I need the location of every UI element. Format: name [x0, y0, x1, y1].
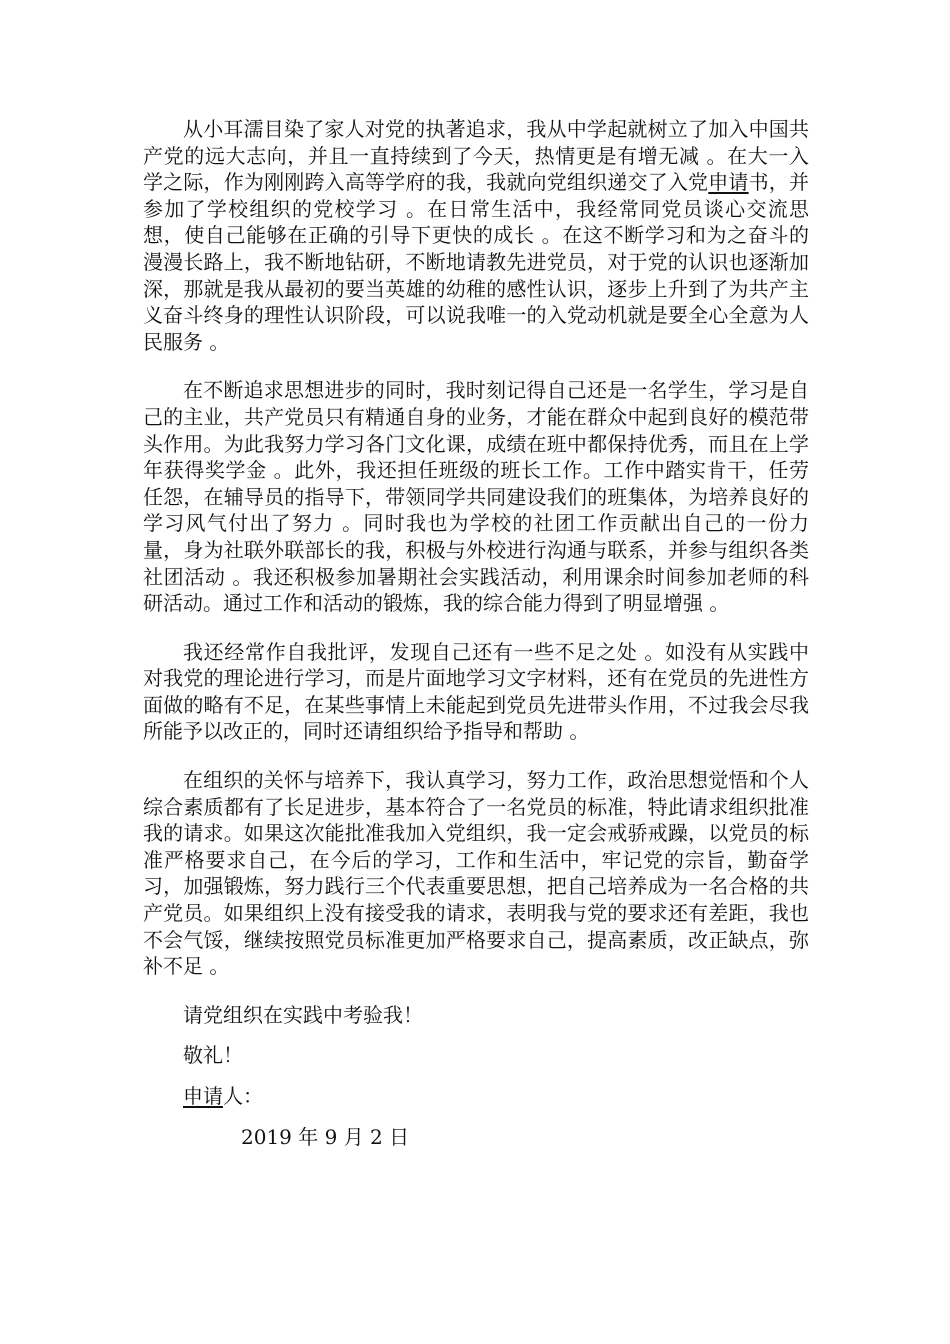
applicant-line — [143, 1083, 809, 1110]
paragraph-4: 在组织的关怀与培养下，我认真学习，努力工作，政治思想觉悟和个人综合素质都有了长足进步，基本符合了一名党员的标准，特此请求组织批准我的请求。如果这次能批准我加入党组织，我一定会戒骄戒躁，以党员的标准严格要求自己，在今后的学习，工作和生活中，牢记党的宗旨，勤奋学习，加强锻炼，努力践行三个代表重要思想，把自己培养成为一名合格的共产党员。如果组织上没有接受我的请求，表明我与党的要求还有差距，我也不会气馁，继续按照党员标准更加严格要求自己，提高素质，改正缺点，弥补不足 。 — [143, 768, 809, 979]
letter-body — [143, 116, 809, 1150]
underlined-word-application: 申请 — [708, 170, 749, 195]
closing-request: 请党组织在实践中考验我！ — [183, 1002, 423, 1027]
applicant-label-suffix: 人： — [223, 1084, 263, 1108]
paragraph-1-text-a: 从小耳濡目染了家人对党的执著追求，我从中学起就树立了加入中国共产党的远大志向，并且一直持续到了今天，热情更是有增无减 。在大一入学之际，作为刚刚跨入高等学府的我，我就向党组织递交了入党 — [143, 117, 809, 195]
closing-salute: 敬礼！ — [183, 1043, 243, 1068]
date-line: 2019 年 9 月 2 日 — [241, 1124, 410, 1149]
paragraph-2: 在不断追求思想进步的同时，我时刻记得自己还是一名学生，学习是自己的主业，共产党员只有精通自身的业务，才能在群众中起到良好的模范带头作用。为此我努力学习各门文化课，成绩在班中都保持优秀，而且在上学年获得奖学金 。此外，我还担任班级的班长工作。工作中踏实肯干，任劳任怨，在辅导员的指导下，带领同学共同建设我们的班集体，为培养良好的学习风气付出了努力 。同时我也为学校的社团工作贡献出自己的一份力量，身为社联外联部长的我，积极与外校进行沟通与联系，并参与组织各类社团活动 。我还积极参加暑期社会实践活动，利用课余时间参加老师的科研活动。通过工作和活动的锻炼，我的综合能力得到了明显增强 。 — [143, 378, 809, 616]
applicant-label-underlined: 申请 — [183, 1084, 223, 1108]
paragraph-1 — [143, 116, 809, 355]
paragraph-3: 我还经常作自我批评，发现自己还有一些不足之处 。如没有从实践中对我党的理论进行学习，而是片面地学习文字材料，还有在党员的先进性方面做的略有不足，在某些事情上未能起到党员先进带头作用，不过我会尽我所能予以改正的，同时还请组织给予指导和帮助 。 — [143, 639, 809, 744]
paragraph-1-text-b: 书，并参加了学校组织的党校学习 。在日常生活中，我经常同党员谈心交流思想，使自己能够在正确的引导下更快的成长 。在这不断学习和为之奋斗的漫漫长路上，我不断地钻研，不断地请教先进党员，对于党的认识也逐渐加深，那就是我从最初的要当英雄的幼稚的感性认识，逐步上升到了为共产主义奋斗终身的理性认识阶段，可以说我唯一的入党动机就是要全心全意为人民服务 。 — [143, 170, 809, 354]
